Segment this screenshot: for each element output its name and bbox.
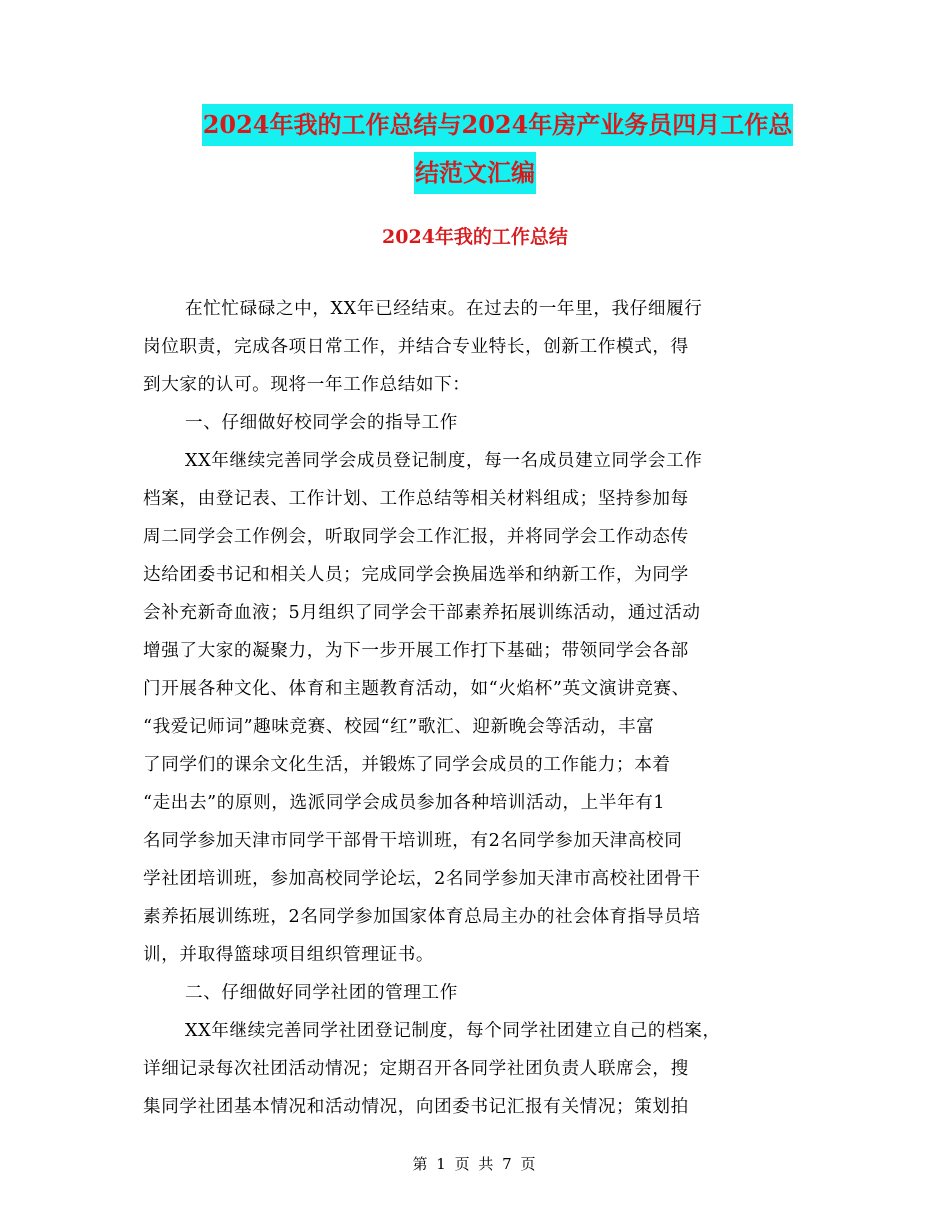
- body-line: 档案，由登记表、工作计划、工作总结等相关材料组成；坚持参加每: [143, 489, 689, 509]
- section-heading: 2024年我的工作总结: [382, 226, 568, 248]
- title-line-2: 结范文汇编: [414, 152, 536, 194]
- body-line: 素养拓展训练班，2名同学参加国家体育总局主办的社会体育指导员培: [143, 907, 701, 927]
- body-line: 增强了大家的凝聚力，为下一步开展工作打下基础；带领同学会各部: [143, 641, 689, 661]
- body-line: 门开展各种文化、体育和主题教育活动，如“火焰杯”英文演讲竞赛、: [143, 679, 690, 699]
- body-line-heading: 二、仔细做好同学社团的管理工作: [185, 983, 458, 1003]
- title-line-1: 2024年我的工作总结与2024年房产业务员四月工作总: [202, 104, 794, 146]
- body-line: “我爱记师词”趣味竞赛、校园“红”歌汇、迎新晚会等活动，丰富: [143, 717, 655, 737]
- page-number-footer: 第 1 页 共 7 页: [412, 1155, 538, 1173]
- body-line: 会补充新奇血液；5月组织了同学会干部素养拓展训练活动，通过活动: [143, 603, 701, 623]
- body-line: 详细记录每次社团活动情况；定期召开各同学社团负责人联席会，搜: [143, 1059, 689, 1079]
- body-line: 训，并取得篮球项目组织管理证书。: [143, 945, 435, 965]
- body-line: 名同学参加天津市同学干部骨干培训班，有2名同学参加天津高校同: [143, 831, 683, 851]
- body-line: 了同学们的课余文化生活，并锻炼了同学会成员的工作能力；本着: [143, 755, 671, 775]
- body-line: 达给团委书记和相关人员；完成同学会换届选举和纳新工作，为同学: [143, 565, 689, 585]
- body-line: 在忙忙碌碌之中，XX年已经结束。在过去的一年里，我仔细履行: [185, 299, 703, 319]
- body-line: XX年继续完善同学会成员登记制度，每一名成员建立同学会工作: [185, 451, 703, 471]
- body-line: 到大家的认可。现将一年工作总结如下：: [143, 375, 471, 395]
- body-line: XX年继续完善同学社团登记制度，每个同学社团建立自己的档案，: [185, 1021, 721, 1041]
- body-line: 集同学社团基本情况和活动情况，向团委书记汇报有关情况；策划拍: [143, 1097, 689, 1117]
- body-line: 周二同学会工作例会，听取同学会工作汇报，并将同学会工作动态传: [143, 527, 689, 547]
- body-line: 岗位职责，完成各项日常工作，并结合专业特长，创新工作模式，得: [143, 337, 689, 357]
- body-line: “走出去”的原则，选派同学会成员参加各种培训活动，上半年有1: [143, 793, 666, 813]
- document-body: [143, 290, 811, 1126]
- document-title: [0, 104, 950, 200]
- body-line: 学社团培训班，参加高校同学论坛，2名同学参加天津市高校社团骨干: [143, 869, 701, 889]
- body-line-heading: 一、仔细做好校同学会的指导工作: [185, 413, 458, 433]
